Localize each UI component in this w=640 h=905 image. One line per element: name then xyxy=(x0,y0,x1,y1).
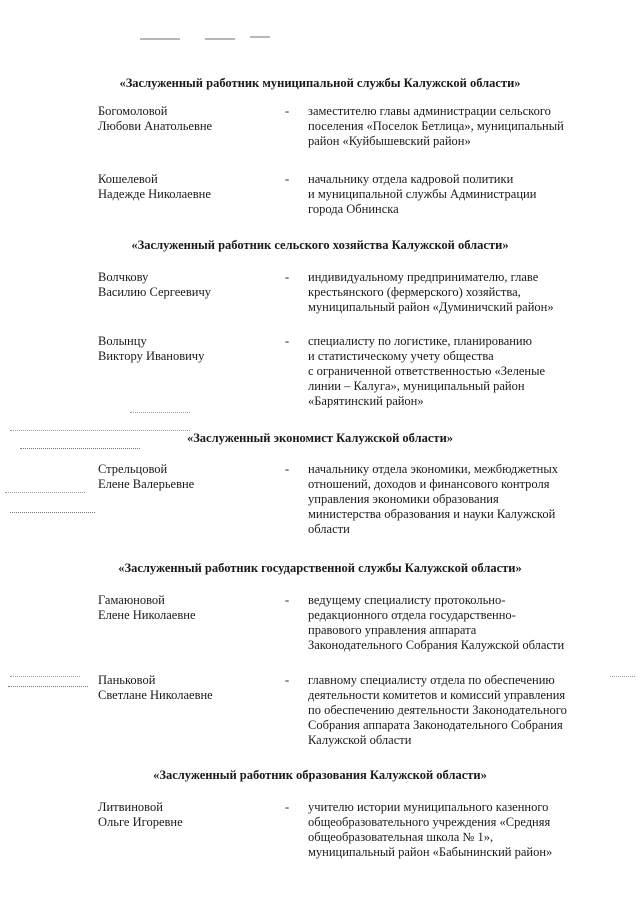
section-title: «Заслуженный работник сельского хозяйства Калужской области» xyxy=(131,238,509,252)
position-line: главному специалисту отдела по обеспечению xyxy=(308,673,555,687)
position-line: район «Куйбышевский район» xyxy=(308,134,471,148)
position-line: специалисту по логистике, планированию xyxy=(308,334,532,348)
name-surname: Паньковой xyxy=(98,673,156,687)
position-line: по обеспечению деятельности Законодательного xyxy=(308,703,567,717)
entry-dash: - xyxy=(285,334,290,348)
position-line: линии – Калуга», муниципальный район xyxy=(308,379,525,393)
position-line: общеобразовательная школа № 1», xyxy=(308,830,494,844)
position-line: заместителю главы администрации сельского xyxy=(308,104,551,118)
entry-dash: - xyxy=(285,104,290,118)
position-line: поселения «Поселок Бетлица», муниципальный xyxy=(308,119,564,133)
recipient-name xyxy=(98,172,278,202)
entry-dash: - xyxy=(285,270,290,284)
position-line: Калужской области xyxy=(308,733,412,747)
name-surname: Гамаюновой xyxy=(98,593,165,607)
recipient-name xyxy=(98,462,278,492)
entry-dash: - xyxy=(285,800,290,814)
position-line: правового управления аппарата xyxy=(308,623,477,637)
section-title: «Заслуженный работник муниципальной службы Калужской области» xyxy=(119,76,521,90)
name-given: Светлане Николаевне xyxy=(98,688,213,702)
position-line: министерства образования и науки Калужской xyxy=(308,507,556,521)
position-line: города Обнинска xyxy=(308,202,399,216)
name-given: Елене Валерьевне xyxy=(98,477,195,491)
section-title: «Заслуженный работник государственной службы Калужской области» xyxy=(118,561,522,575)
position-line: «Барятинский район» xyxy=(308,394,424,408)
position-line: муниципальный район «Думиничский район» xyxy=(308,300,554,314)
scan-artifact xyxy=(10,676,80,678)
recipient-position xyxy=(308,334,600,409)
name-given: Виктору Ивановичу xyxy=(98,349,205,363)
scan-artifact xyxy=(250,36,270,38)
recipient-name xyxy=(98,270,278,300)
scan-artifact xyxy=(20,448,140,450)
recipient-position xyxy=(308,462,600,537)
position-line: общеобразовательного учреждения «Средняя xyxy=(308,815,551,829)
position-line: Законодательного Собрания Калужской области xyxy=(308,638,565,652)
recipient-name xyxy=(98,673,278,703)
position-line: крестьянского (фермерского) хозяйства, xyxy=(308,285,521,299)
scan-artifact xyxy=(610,676,635,678)
name-surname: Литвиновой xyxy=(98,800,163,814)
position-line: начальнику отдела кадровой политики xyxy=(308,172,514,186)
recipient-name xyxy=(98,593,278,623)
position-line: учителю истории муниципального казенного xyxy=(308,800,549,814)
recipient-position xyxy=(308,104,600,149)
scan-artifact xyxy=(140,38,180,40)
name-given: Василию Сергеевичу xyxy=(98,285,211,299)
scan-artifact xyxy=(10,512,95,514)
section-title: «Заслуженный работник образования Калужской области» xyxy=(153,768,487,782)
scan-artifact xyxy=(8,686,88,688)
name-surname: Кошелевой xyxy=(98,172,158,186)
position-line: начальнику отдела экономики, межбюджетных xyxy=(308,462,559,476)
position-line: области xyxy=(308,522,350,536)
position-line: управления экономики образования xyxy=(308,492,499,506)
name-surname: Волчкову xyxy=(98,270,149,284)
position-line: редакционного отдела государственно- xyxy=(308,608,516,622)
position-line: и статистическому учету общества xyxy=(308,349,494,363)
entry-dash: - xyxy=(285,593,290,607)
scan-artifact xyxy=(130,412,190,414)
recipient-name xyxy=(98,104,278,134)
recipient-position xyxy=(308,800,600,860)
section-title: «Заслуженный экономист Калужской области» xyxy=(186,431,454,445)
name-surname: Стрельцовой xyxy=(98,462,168,476)
position-line: Собрания аппарата Законодательного Собрания xyxy=(308,718,563,732)
name-surname: Волынцу xyxy=(98,334,147,348)
position-line: с ограниченной ответственностью «Зеленые xyxy=(308,364,546,378)
position-line: муниципальный район «Бабынинский район» xyxy=(308,845,553,859)
entry-dash: - xyxy=(285,462,290,476)
name-given: Ольге Игоревне xyxy=(98,815,183,829)
recipient-position xyxy=(308,593,600,653)
recipient-position xyxy=(308,673,600,748)
recipient-name xyxy=(98,800,278,830)
position-line: и муниципальной службы Администрации xyxy=(308,187,537,201)
scan-artifact xyxy=(5,492,85,494)
scan-artifact xyxy=(205,38,235,40)
recipient-position xyxy=(308,172,600,217)
position-line: деятельности комитетов и комиссий управления xyxy=(308,688,566,702)
recipient-name xyxy=(98,334,278,364)
name-surname: Богомоловой xyxy=(98,104,168,118)
name-given: Любови Анатольевне xyxy=(98,119,213,133)
recipient-position xyxy=(308,270,600,315)
name-given: Елене Николаевне xyxy=(98,608,196,622)
entry-dash: - xyxy=(285,673,290,687)
name-given: Надежде Николаевне xyxy=(98,187,211,201)
position-line: индивидуальному предпринимателю, главе xyxy=(308,270,539,284)
position-line: ведущему специалисту протокольно- xyxy=(308,593,506,607)
position-line: отношений, доходов и финансового контроля xyxy=(308,477,550,491)
entry-dash: - xyxy=(285,172,290,186)
